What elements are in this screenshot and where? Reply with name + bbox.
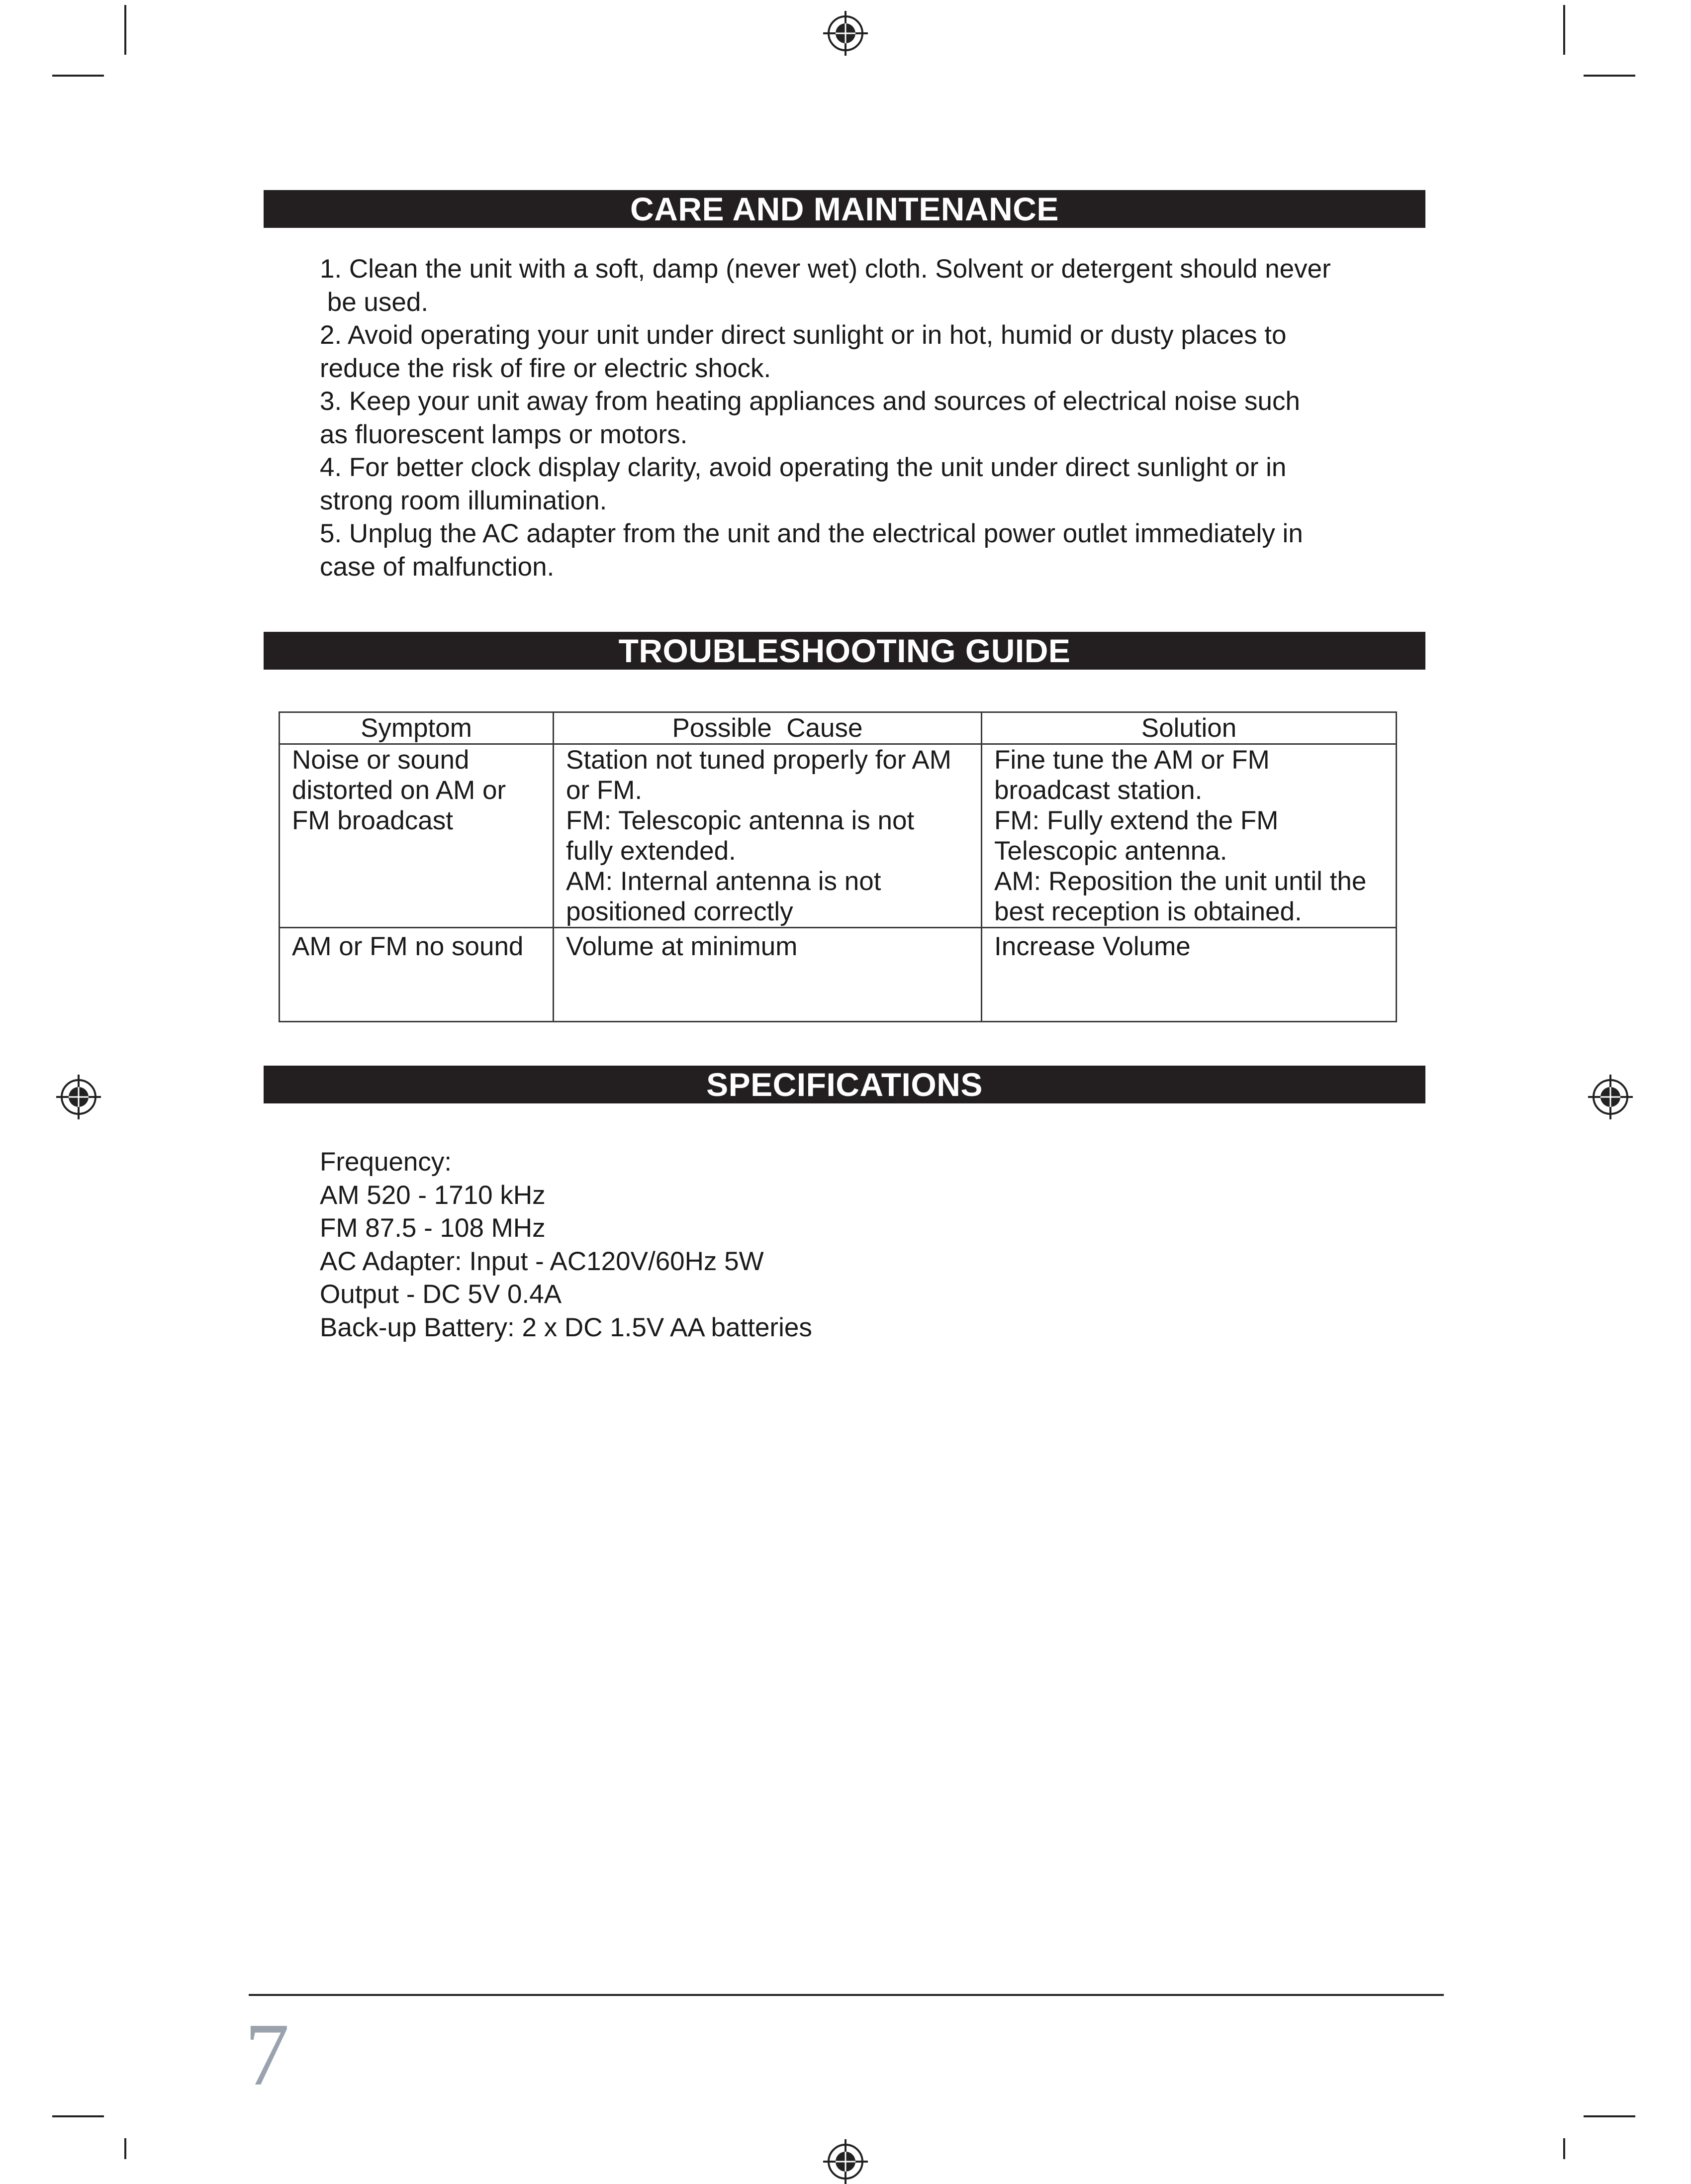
cell-line: Volume at minimum [566, 932, 798, 961]
cell-line: AM: Reposition the unit until the [994, 867, 1367, 896]
cause-cell [554, 744, 982, 928]
registration-mark-icon [56, 1075, 101, 1119]
cause-cell [554, 928, 982, 1022]
spec-line: Back-up Battery: 2 x DC 1.5V AA batteries [320, 1312, 812, 1342]
care-line: as fluorescent lamps or motors. [320, 419, 688, 449]
crop-mark [1584, 2115, 1635, 2117]
registration-mark-icon [823, 2139, 868, 2184]
spec-line: Frequency: [320, 1147, 452, 1177]
troubleshooting-heading: TROUBLESHOOTING GUIDE [264, 632, 1425, 670]
troubleshooting-table [279, 711, 1397, 1022]
column-header-symptom: Symptom [280, 712, 554, 744]
cell-line: distorted on AM or [292, 776, 506, 805]
cell-line: AM: Internal antenna is not [566, 867, 881, 896]
spec-line: AC Adapter: Input - AC120V/60Hz 5W [320, 1246, 764, 1276]
care-line: 4. For better clock display clarity, avoid operating the unit under direct sunlight or in [320, 453, 1287, 482]
cell-line: Telescopic antenna. [994, 836, 1227, 866]
crop-mark [52, 75, 104, 77]
table-row [280, 744, 1397, 928]
specifications-heading: SPECIFICATIONS [264, 1066, 1425, 1103]
symptom-cell [280, 744, 554, 928]
symptom-cell [280, 928, 554, 1022]
registration-mark-icon [823, 11, 868, 56]
specifications-list [320, 1146, 812, 1344]
column-header-solution: Solution [982, 712, 1397, 744]
cell-line: Noise or sound [292, 745, 470, 775]
crop-mark [1584, 75, 1635, 77]
care-line: 5. Unplug the AC adapter from the unit and the electrical power outlet immediately in [320, 519, 1303, 548]
page-number: 7 [245, 2005, 289, 2104]
spec-line: AM 520 - 1710 kHz [320, 1180, 546, 1210]
cell-line: FM broadcast [292, 806, 454, 835]
care-instructions-list [320, 253, 1394, 584]
cell-line: positioned correctly [566, 897, 793, 926]
spec-line: Output - DC 5V 0.4A [320, 1280, 562, 1309]
care-line: be used. [320, 287, 429, 317]
registration-mark-icon [1588, 1075, 1633, 1119]
crop-mark [124, 2138, 126, 2159]
table-header-row [280, 712, 1397, 744]
crop-mark [52, 2115, 104, 2117]
cell-line: or FM. [566, 776, 643, 805]
cell-line: Increase Volume [994, 932, 1191, 961]
care-line: strong room illumination. [320, 486, 607, 515]
cell-line: AM or FM no sound [292, 932, 524, 961]
footer-divider [249, 1994, 1444, 1996]
solution-cell [982, 928, 1397, 1022]
cell-line: fully extended. [566, 836, 736, 866]
solution-cell [982, 744, 1397, 928]
crop-mark [124, 5, 126, 55]
column-header-cause: Possible Cause [554, 712, 982, 744]
care-line: 3. Keep your unit away from heating appliances and sources of electrical noise such [320, 387, 1300, 416]
crop-mark [1563, 2138, 1565, 2159]
table-row [280, 928, 1397, 1022]
care-maintenance-heading: CARE AND MAINTENANCE [264, 190, 1425, 228]
cell-line: Fine tune the AM or FM [994, 745, 1270, 775]
spec-line: FM 87.5 - 108 MHz [320, 1213, 546, 1243]
care-line: reduce the risk of fire or electric shock. [320, 353, 771, 383]
cell-line: FM: Telescopic antenna is not [566, 806, 915, 835]
cell-line: FM: Fully extend the FM [994, 806, 1279, 835]
cell-line: Station not tuned properly for AM [566, 745, 951, 775]
care-line: case of malfunction. [320, 552, 555, 582]
cell-line: broadcast station. [994, 776, 1203, 805]
cell-line: best reception is obtained. [994, 897, 1302, 926]
care-line: 1. Clean the unit with a soft, damp (never wet) cloth. Solvent or detergent should never [320, 254, 1331, 284]
care-line: 2. Avoid operating your unit under direct sunlight or in hot, humid or dusty places to [320, 320, 1287, 350]
crop-mark [1563, 5, 1565, 55]
